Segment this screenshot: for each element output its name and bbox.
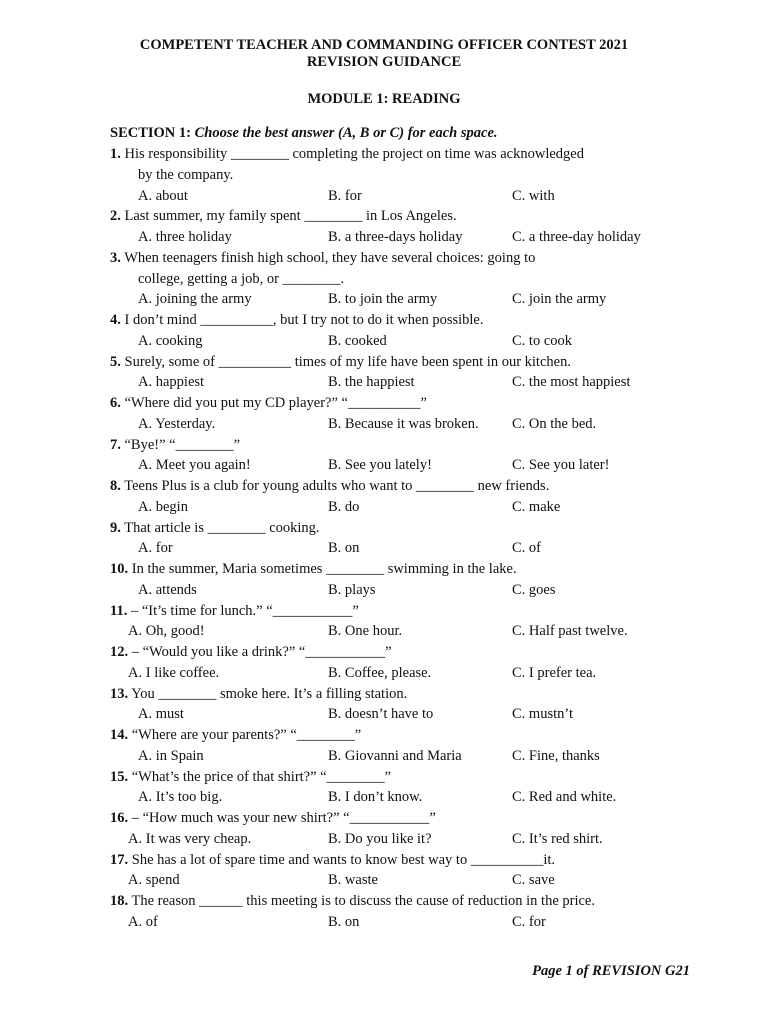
- answer-option-c[interactable]: C. Fine, thanks: [512, 747, 600, 764]
- option-letter: A: [138, 789, 149, 806]
- option-text: on: [344, 913, 360, 930]
- question-text: “Bye!” “________”: [124, 436, 241, 453]
- answer-option-a[interactable]: A. cooking: [138, 332, 203, 349]
- option-letter: C: [512, 229, 522, 245]
- option-letter: B: [328, 229, 338, 245]
- option-text: One hour.: [344, 623, 403, 640]
- option-text: do: [344, 498, 360, 515]
- option-text: the happiest: [344, 374, 415, 391]
- document-title: COMPETENT TEACHER AND COMMANDING OFFICER CONTEST 2021: [139, 37, 629, 53]
- answer-option-b[interactable]: B. Giovanni and Maria: [328, 747, 462, 764]
- question-number: 4.: [110, 312, 121, 328]
- option-letter: B: [328, 374, 338, 391]
- answer-option-a[interactable]: A. Meet you again!: [138, 457, 251, 474]
- option-text: Because it was broken.: [344, 415, 479, 432]
- answer-option-a[interactable]: A. must: [138, 706, 184, 723]
- question-number: 8.: [110, 478, 121, 494]
- question-text: The reason ______ this meeting is to discuss the cause of reduction in the price.: [131, 893, 595, 909]
- question-stem: [110, 643, 392, 661]
- option-text: Do you like it?: [344, 830, 432, 847]
- option-letter: A: [138, 457, 149, 474]
- question-stem: [110, 560, 517, 578]
- answer-option-a[interactable]: A. in Spain: [138, 747, 204, 764]
- question-text: – “Would you like a drink?” “___________”: [131, 644, 392, 660]
- question-number: 13.: [110, 685, 129, 702]
- option-text: of: [528, 540, 542, 557]
- option-text: It’s red shirt.: [528, 830, 603, 847]
- question-number: 12.: [110, 644, 129, 660]
- option-letter: C: [512, 498, 522, 515]
- answer-option-a[interactable]: A. Oh, good!: [128, 623, 205, 640]
- question-number: 3.: [110, 249, 121, 266]
- answer-option-c[interactable]: C. I prefer tea.: [512, 664, 597, 681]
- option-letter: C: [512, 457, 522, 474]
- question-text: “Where are your parents?” “________”: [131, 727, 362, 743]
- answer-option-a[interactable]: A. three holiday: [138, 229, 232, 245]
- option-text: Meet you again!: [155, 457, 251, 474]
- option-letter: A: [138, 187, 149, 204]
- question-text: “What’s the price of that shirt?” “________”: [131, 768, 392, 785]
- option-text: mustn’t: [528, 706, 573, 723]
- question-stem: [110, 311, 484, 329]
- answer-option-c[interactable]: C. a three-day holiday: [512, 229, 641, 245]
- question-stem: [110, 519, 320, 537]
- question-number: 10.: [110, 561, 129, 577]
- answer-option-c[interactable]: C. On the bed.: [512, 415, 597, 432]
- answer-option-a[interactable]: A. It’s too big.: [138, 789, 223, 806]
- option-text: happiest: [155, 374, 205, 391]
- option-letter: C: [512, 581, 522, 598]
- answer-option-b[interactable]: B. to join the army: [328, 291, 438, 308]
- option-text: I prefer tea.: [528, 664, 597, 681]
- answer-option-c[interactable]: C. Red and white.: [512, 789, 617, 806]
- option-text: Coffee, please.: [344, 664, 432, 681]
- option-text: the most happiest: [528, 374, 631, 391]
- page-footer: Page 1 of REVISION G21: [532, 963, 690, 979]
- answer-option-a[interactable]: A. attends: [138, 581, 197, 598]
- answer-option-c[interactable]: C. with: [512, 187, 555, 204]
- question-number: 1.: [110, 146, 121, 162]
- question-number: 6.: [110, 395, 121, 411]
- answer-option-b[interactable]: B. on: [328, 913, 360, 930]
- option-letter: A: [138, 374, 149, 391]
- option-text: joining the army: [155, 291, 252, 308]
- option-letter: A: [128, 664, 139, 681]
- option-text: On the bed.: [528, 415, 597, 432]
- answer-option-c[interactable]: C. join the army: [512, 291, 607, 308]
- question-text: Last summer, my family spent ________ in Los Angeles.: [124, 208, 457, 225]
- option-letter: B: [328, 664, 338, 681]
- question-text: – “How much was your new shirt?” “___________”: [131, 810, 436, 826]
- option-letter: A: [138, 332, 149, 349]
- option-letter: A: [128, 913, 139, 930]
- answer-option-a[interactable]: A. I like coffee.: [128, 664, 220, 681]
- option-text: for: [155, 540, 173, 557]
- answer-option-c[interactable]: C. of: [512, 540, 542, 557]
- option-letter: B: [328, 291, 338, 308]
- option-letter: C: [512, 374, 522, 391]
- question-continuation: by the company.: [138, 166, 234, 183]
- option-letter: B: [328, 415, 338, 432]
- option-text: waste: [344, 872, 378, 889]
- option-letter: C: [512, 332, 522, 349]
- question-stem: [110, 394, 427, 412]
- option-letter: C: [512, 664, 522, 681]
- option-letter: C: [512, 747, 522, 764]
- option-letter: C: [512, 187, 522, 204]
- option-text: I don’t know.: [344, 789, 423, 806]
- option-letter: C: [512, 291, 522, 308]
- option-text: Giovanni and Maria: [344, 747, 462, 764]
- question-continuation: college, getting a job, or ________.: [138, 270, 345, 287]
- option-letter: A: [138, 229, 149, 245]
- option-letter: A: [138, 581, 149, 598]
- option-text: save: [528, 872, 555, 889]
- option-text: doesn’t have to: [344, 706, 434, 723]
- answer-option-c[interactable]: C. goes: [512, 581, 556, 598]
- option-letter: C: [512, 540, 522, 557]
- option-text: goes: [528, 581, 556, 598]
- option-text: join the army: [528, 291, 607, 308]
- option-text: Oh, good!: [145, 623, 205, 640]
- question-number: 5.: [110, 353, 121, 370]
- question-stem: [110, 809, 436, 827]
- answer-option-b[interactable]: B. on: [328, 540, 360, 557]
- question-stem: [110, 892, 595, 910]
- question-number: 14.: [110, 727, 129, 743]
- option-text: on: [344, 540, 360, 557]
- question-stem: [110, 726, 361, 744]
- option-letter: C: [512, 872, 522, 889]
- answer-option-b[interactable]: B. plays: [328, 581, 376, 598]
- option-text: attends: [155, 581, 197, 598]
- option-letter: A: [138, 291, 149, 308]
- question-stem: [110, 353, 571, 371]
- option-letter: B: [328, 747, 338, 764]
- answer-option-a[interactable]: A. of: [128, 913, 158, 930]
- question-number: 16.: [110, 810, 129, 826]
- option-text: about: [155, 187, 188, 204]
- option-letter: B: [328, 872, 338, 889]
- question-text: Surely, some of __________ times of my life have been spent in our kitchen.: [124, 353, 571, 370]
- question-stem: [110, 436, 240, 454]
- option-text: in Spain: [155, 747, 204, 764]
- option-letter: A: [138, 498, 149, 515]
- question-stem: [110, 477, 549, 495]
- question-stem: [110, 207, 457, 225]
- option-text: to cook: [528, 332, 573, 349]
- option-letter: A: [138, 540, 149, 557]
- option-text: with: [528, 187, 555, 204]
- option-text: See you lately!: [344, 457, 432, 474]
- option-letter: C: [512, 706, 522, 723]
- question-text: I don’t mind __________, but I try not to do it when possible.: [124, 312, 484, 328]
- option-letter: B: [328, 187, 338, 204]
- option-letter: C: [512, 830, 522, 847]
- answer-option-b[interactable]: B. Because it was broken.: [328, 415, 479, 432]
- question-stem: [110, 602, 359, 620]
- question-text: That article is ________ cooking.: [124, 519, 320, 536]
- option-letter: B: [328, 498, 338, 515]
- option-letter: A: [128, 623, 139, 640]
- question-number: 15.: [110, 768, 129, 785]
- document-subtitle: REVISION GUIDANCE: [306, 54, 462, 70]
- option-text: cooked: [344, 332, 387, 349]
- option-letter: B: [328, 706, 338, 723]
- answer-option-b[interactable]: B. a three-days holiday: [328, 229, 463, 245]
- question-text: You ________ smoke here. It’s a filling station.: [131, 685, 408, 702]
- answer-option-a[interactable]: A. Yesterday.: [138, 415, 216, 432]
- answer-option-c[interactable]: C. the most happiest: [512, 374, 631, 391]
- option-text: Fine, thanks: [528, 747, 600, 764]
- answer-option-b[interactable]: B. I don’t know.: [328, 789, 423, 806]
- option-letter: A: [138, 747, 149, 764]
- option-text: for: [344, 187, 362, 204]
- section-instruction: Choose the best answer (A, B or C) for each space.: [194, 125, 498, 141]
- answer-option-c[interactable]: C. save: [512, 872, 555, 889]
- option-text: must: [155, 706, 184, 723]
- option-text: It’s too big.: [155, 789, 223, 806]
- answer-option-c[interactable]: C. It’s red shirt.: [512, 830, 603, 847]
- answer-option-b[interactable]: B. for: [328, 187, 362, 204]
- question-text: She has a lot of spare time and wants to know best way to __________it.: [131, 851, 556, 868]
- answer-option-b[interactable]: B. do: [328, 498, 360, 515]
- question-number: 11.: [110, 602, 128, 619]
- answer-option-a[interactable]: A. spend: [128, 872, 180, 889]
- option-letter: C: [512, 623, 522, 640]
- option-text: make: [528, 498, 561, 515]
- option-text: a three-day holiday: [528, 229, 641, 245]
- option-text: to join the army: [344, 291, 438, 308]
- option-text: plays: [344, 581, 376, 598]
- option-letter: A: [128, 872, 139, 889]
- answer-option-a[interactable]: A. for: [138, 540, 173, 557]
- option-letter: A: [128, 830, 139, 847]
- question-number: 2.: [110, 208, 121, 225]
- option-text: for: [528, 913, 546, 930]
- question-stem: [110, 685, 407, 703]
- answer-option-c[interactable]: C. for: [512, 913, 546, 930]
- option-letter: B: [328, 789, 338, 806]
- answer-option-c[interactable]: C. to cook: [512, 332, 573, 349]
- option-text: It was very cheap.: [145, 830, 252, 847]
- question-text: In the summer, Maria sometimes ________ swimming in the lake.: [131, 561, 517, 577]
- question-text: – “It’s time for lunch.” “___________”: [130, 602, 359, 619]
- answer-option-c[interactable]: C. Half past twelve.: [512, 623, 628, 640]
- answer-option-b[interactable]: B. waste: [328, 872, 378, 889]
- option-letter: B: [328, 540, 338, 557]
- option-text: See you later!: [528, 457, 610, 474]
- answer-option-a[interactable]: A. about: [138, 187, 188, 204]
- option-letter: A: [138, 706, 149, 723]
- option-text: spend: [145, 872, 180, 889]
- option-text: a three-days holiday: [344, 229, 463, 245]
- answer-option-a[interactable]: A. It was very cheap.: [128, 830, 252, 847]
- question-text: Teens Plus is a club for young adults who want to ________ new friends.: [124, 478, 550, 494]
- question-text: His responsibility ________ completing the project on time was acknowledged: [124, 146, 584, 162]
- answer-option-c[interactable]: C. mustn’t: [512, 706, 573, 723]
- answer-option-a[interactable]: A. joining the army: [138, 291, 252, 308]
- option-letter: A: [138, 415, 149, 432]
- answer-option-b[interactable]: B. cooked: [328, 332, 387, 349]
- option-letter: B: [328, 457, 338, 474]
- option-text: Yesterday.: [155, 415, 216, 432]
- module-heading: MODULE 1: READING: [307, 91, 461, 107]
- question-text: “Where did you put my CD player?” “__________”: [124, 395, 427, 411]
- answer-option-b[interactable]: B. Do you like it?: [328, 830, 432, 847]
- option-text: Red and white.: [528, 789, 617, 806]
- answer-option-c[interactable]: C. See you later!: [512, 457, 610, 474]
- answer-option-b[interactable]: B. doesn’t have to: [328, 706, 434, 723]
- question-stem: [110, 145, 584, 163]
- option-text: I like coffee.: [145, 664, 220, 681]
- question-text: When teenagers finish high school, they have several choices: going to: [124, 249, 536, 266]
- option-letter: C: [512, 913, 522, 930]
- option-letter: C: [512, 789, 522, 806]
- option-letter: B: [328, 332, 338, 349]
- answer-option-a[interactable]: A. happiest: [138, 374, 205, 391]
- question-number: 7.: [110, 436, 121, 453]
- option-letter: B: [328, 913, 338, 930]
- answer-option-b[interactable]: B. One hour.: [328, 623, 403, 640]
- answer-option-a[interactable]: A. begin: [138, 498, 188, 515]
- option-text: cooking: [155, 332, 203, 349]
- answer-option-b[interactable]: B. Coffee, please.: [328, 664, 432, 681]
- option-letter: B: [328, 623, 338, 640]
- question-stem: [110, 768, 391, 786]
- option-text: begin: [155, 498, 188, 515]
- question-stem: [110, 851, 555, 869]
- question-number: 18.: [110, 893, 129, 909]
- option-text: three holiday: [155, 229, 232, 245]
- question-number: 9.: [110, 519, 121, 536]
- option-letter: C: [512, 415, 522, 432]
- question-number: 17.: [110, 851, 129, 868]
- answer-option-b[interactable]: B. See you lately!: [328, 457, 432, 474]
- option-text: Half past twelve.: [528, 623, 628, 640]
- answer-option-b[interactable]: B. the happiest: [328, 374, 415, 391]
- answer-option-c[interactable]: C. make: [512, 498, 561, 515]
- option-text: of: [145, 913, 158, 930]
- option-letter: B: [328, 581, 338, 598]
- question-stem: [110, 249, 535, 267]
- option-letter: B: [328, 830, 338, 847]
- section-label: SECTION 1:: [110, 125, 191, 141]
